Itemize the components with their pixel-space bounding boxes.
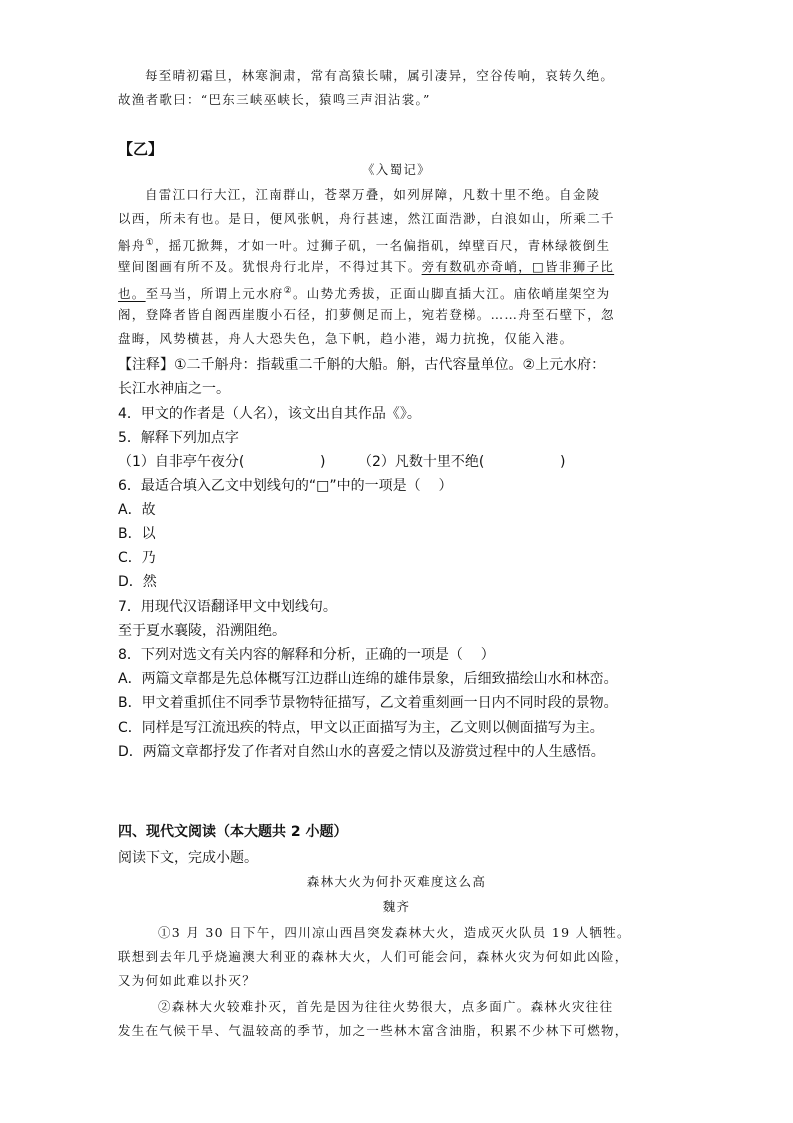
footnote-marker-2: ② — [283, 286, 293, 296]
question-8: 8．下列对选文有关内容的解释和分析，正确的一项是（ ） — [118, 647, 495, 663]
yi-text-segment: 至马当，所谓上元水府 — [145, 286, 284, 302]
question-7-sentence: 至于夏水襄陵，沿溯阻绝。 — [118, 623, 286, 639]
article-text-line: ①3 月 30 日下午，四川凉山西昌突发森林大火，造成灭火队员 19 人牺牲。 — [158, 925, 631, 940]
question-5-item-1: （1）自非亭午夜分( ) — [118, 454, 326, 470]
reading-instruction: 阅读下文，完成小题。 — [118, 850, 258, 866]
yi-text-line: 以西，所未有也。是日，便风张帆，舟行甚速，然江面浩渺，白浪如山，所乘二千 — [118, 211, 615, 226]
annotation-line: 【注释】①二千斛舟：指载重二千斛的大船。斛，古代容量单位。②上元水府： — [118, 357, 606, 373]
option-a: A．两篇文章都是先总体概写江边群山连绵的雄伟景象，后细致描绘山水和林峦。 — [118, 671, 618, 687]
underlined-sentence-end: 也。 — [118, 286, 146, 302]
yi-heading: 【乙】 — [118, 140, 164, 158]
question-4: 4．甲文的作者是（人名），该文出自其作品《》。 — [118, 406, 421, 422]
option-b: B．以 — [118, 526, 156, 542]
question-7: 7．用现代汉语翻译甲文中划线句。 — [118, 599, 337, 615]
annotation-line: 长江水神庙之一。 — [118, 381, 230, 397]
yi-text-line: 盘晦，风势横甚，舟人大恐失色，急下帆，趋小港，竭力抗挽，仅能入港。 — [118, 331, 574, 346]
yi-text-segment: ，摇兀掀舞，才如一叶。过狮子矶，一名偏指矶，绰壁百尺，青林绿筱倒生 — [154, 238, 611, 254]
article-title: 森林大火为何扑灭难度这么高 — [306, 874, 487, 889]
question-5-item-2: （2）凡数十里不绝( ) — [358, 454, 566, 470]
option-b: B．甲文着重抓住不同季节景物特征描写，乙文着重刻画一日内不同时段的景物。 — [118, 695, 618, 711]
option-d: D．两篇文章都抒发了作者对自然山水的喜爱之情以及游赏过程中的人生感悟。 — [118, 744, 605, 760]
yi-text-segment: 斛舟 — [118, 238, 146, 254]
option-a: A．故 — [118, 502, 156, 518]
article-author: 魏齐 — [382, 899, 411, 914]
footnote-marker-1: ① — [145, 238, 155, 248]
option-c: C．乃 — [118, 550, 156, 566]
article-text-line: 又为何如此难以扑灭？ — [118, 973, 257, 988]
question-5: 5．解释下列加点字 — [118, 430, 239, 446]
yi-text-segment: 。山势尤秀拔，正面山脚直插大江。庙依峭崖架空为 — [293, 286, 611, 302]
section-heading: 四、现代文阅读（本大题共 2 小题） — [118, 824, 348, 840]
article-text-line: 联想到去年几乎烧遍澳大利亚的森林大火，人们可能会问，森林火灾为何如此凶险， — [118, 949, 629, 964]
jia-paragraph-line: 故渔者歌曰：“巴东三峡巫峡长，猿鸣三声泪沾裳。” — [118, 92, 431, 107]
yi-text-line: 自雷江口行大江，江南群山，苍翠万叠，如列屏障，凡数十里不绝。自金陵 — [145, 187, 601, 202]
jia-paragraph-line: 每至晴初霜旦，林寒涧肃，常有高猿长啸，属引凄异，空谷传响，哀转久绝。 — [145, 68, 615, 83]
option-c: C．同样是写江流迅疾的特点，甲文以正面描写为主，乙文则以侧面描写为主。 — [118, 720, 604, 736]
yi-text-line — [118, 233, 610, 256]
article-text-line: ②森林大火较难扑灭，首先是因为往往火势很大，点多面广。森林火灾往往 — [158, 999, 614, 1014]
yi-text-line — [118, 281, 610, 304]
yi-text-segment: 壁间图画有所不及。犹恨舟行北岸，不得过其下。 — [118, 259, 422, 274]
yi-text-line — [118, 257, 614, 277]
question-6: 6．最适合填入乙文中划线句的“□”中的一项是（ ） — [118, 478, 453, 494]
article-text-line: 发生在气候干旱、气温较高的季节，加之一些林木富含油脂，积累不少林下可燃物， — [118, 1023, 629, 1038]
underlined-sentence: 旁有数矶亦奇峭，□皆非狮子比 — [421, 259, 615, 274]
yi-title: 《入蜀记》 — [361, 162, 431, 177]
option-d: D．然 — [118, 574, 157, 590]
yi-text-line: 阁，登降者皆自阁西崖腹小石径，扪萝侧足而上，宛若登梯。……舟至石壁下，忽 — [118, 307, 615, 322]
